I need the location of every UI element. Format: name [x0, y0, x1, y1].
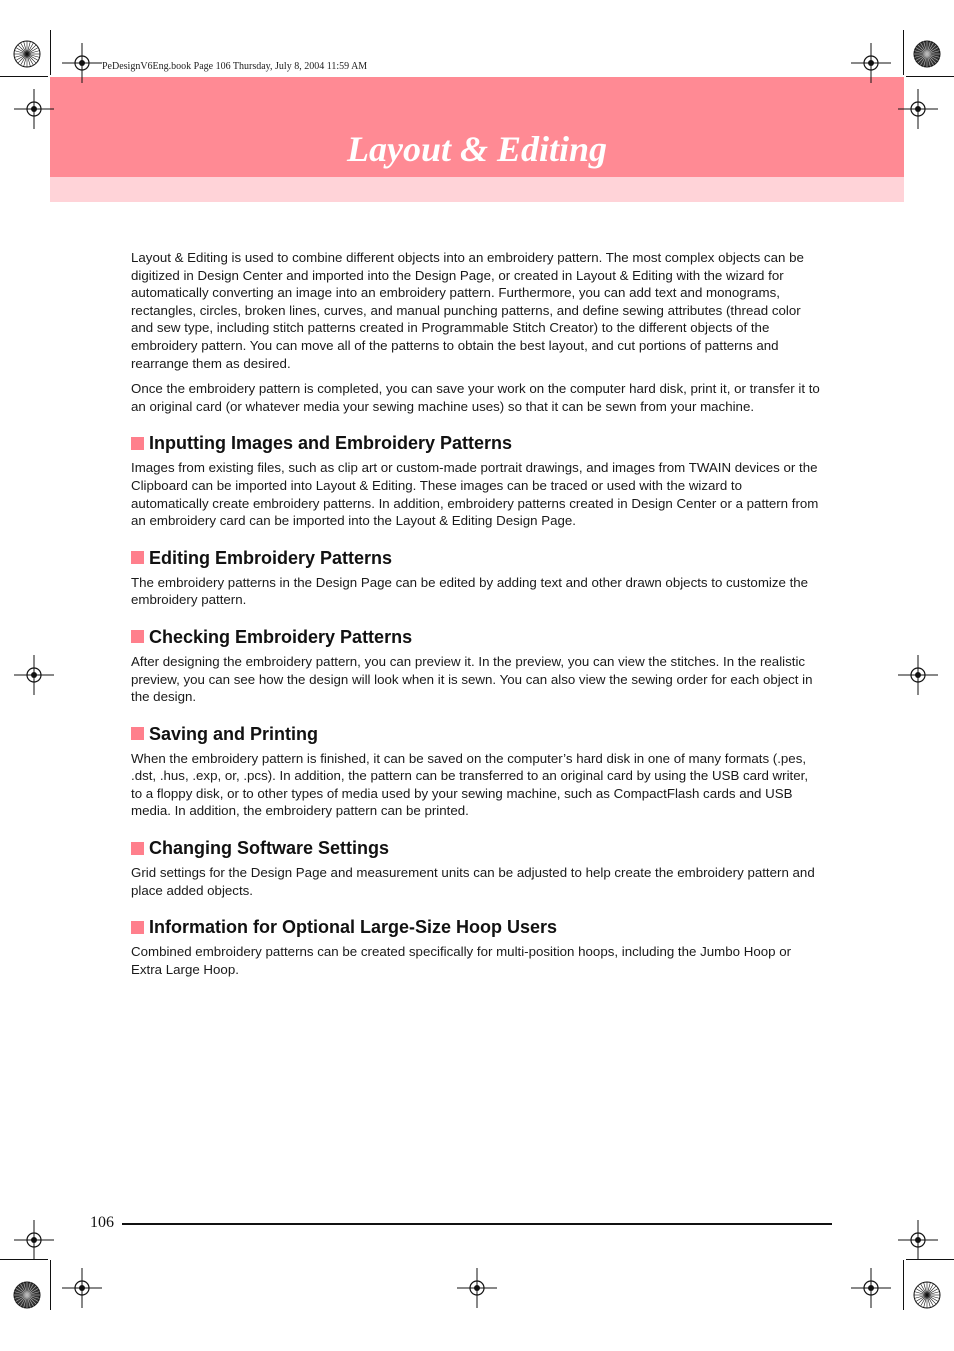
footer-rule [122, 1223, 832, 1225]
section-body: Combined embroidery patterns can be created specifically for multi-position hoops, including the Jumbo Hoop or Extra Large Hoop. [131, 944, 792, 977]
crop-mark [0, 1259, 48, 1260]
square-bullet-icon [131, 551, 144, 564]
section-heading [131, 836, 821, 860]
section-inputting [131, 431, 821, 529]
square-bullet-icon [131, 437, 144, 450]
section-body: When the embroidery pattern is finished, it can be saved on the computer’s hard disk in one of many formats (.pes, .dst, .hus, .exp, or, .pcs). In addition, the pattern can be transferred to an original card by using the USB card writer, to a floppy disk, or to other types of media used by your sewing machine, such as CompactFlash cards and USB media. In addition, the embroidery pattern can be printed. [131, 750, 809, 819]
section-body: After designing the embroidery pattern, you can preview it. In the preview, you can view the stitches. In the realistic preview, you can see how the design will look when it is sewn. You can also view the sewing order for each object in the design. [131, 653, 813, 705]
square-bullet-icon [131, 842, 144, 855]
page-title: Layout & Editing [346, 129, 608, 169]
square-bullet-icon [131, 921, 144, 934]
section-heading [131, 431, 821, 455]
section-heading-text: Changing Software Settings [149, 838, 390, 859]
section-settings [131, 836, 821, 899]
section-checking [131, 625, 821, 706]
crop-mark [906, 1259, 954, 1260]
intro-paragraph: Layout & Editing is used to combine different objects into an embroidery pattern. The most complex objects can be digitized in Design Center and imported into the Design Page, or created in Layout & Editing with the wizard for automatically converting an image into an embroidery pattern. Furthermore, you can add text and monograms, rectangles, circles, broken lines, curves, and manual punching patterns, and define sewing attributes (thread color and sew type, including stitch patterns created in Programmable Stitch Creator) to the different objects of the embroidery pattern. You can move all of the patterns to obtain the best layout, and cut portions of patterns and rearrange them as desired. [131, 250, 804, 371]
section-body: Grid settings for the Design Page and measurement units can be adjusted to help create the embroidery pattern and place added objects. [131, 865, 815, 898]
section-heading-text: Information for Optional Large-Size Hoop Users [149, 917, 558, 938]
square-bullet-icon [131, 630, 144, 643]
crop-mark [903, 1260, 904, 1310]
section-heading [131, 625, 821, 649]
square-bullet-icon [131, 727, 144, 740]
registration-mark-icon [14, 1220, 54, 1260]
section-saving [131, 722, 821, 820]
section-body: The embroidery patterns in the Design Page can be edited by adding text and other drawn objects to customize the embroidery pattern. [131, 574, 809, 608]
color-target-icon [912, 1280, 942, 1310]
section-heading [131, 546, 821, 570]
section-large-hoop [131, 915, 821, 978]
registration-mark-icon [14, 89, 54, 129]
section-heading-text: Checking Embroidery Patterns [149, 626, 413, 647]
intro-paragraph: Once the embroidery pattern is completed, you can save your work on the computer hard disk, print it, or transfer it to an original card (or whatever media your sewing machine uses) so that it can be sewn from your machine. [131, 381, 820, 414]
section-heading-text: Editing Embroidery Patterns [149, 547, 393, 568]
registration-mark-icon [457, 1268, 497, 1308]
section-heading [131, 722, 821, 746]
print-header: PeDesignV6Eng.book Page 106 Thursday, July 8, 2004 11:59 AM [102, 61, 368, 72]
registration-mark-icon [14, 655, 54, 695]
section-body: Images from existing files, such as clip art or custom-made portrait drawings, and images from TWAIN devices or the Clipboard can be imported into Layout & Editing. These images can be traced or used with the wizard to automatically create embroidery patterns. In addition, embroidery patterns created in Design Center or a pattern from an embroidery card can be imported into the Layout & Editing Design Page. [131, 460, 819, 529]
page-content [131, 249, 821, 986]
crop-mark [906, 76, 954, 77]
crop-mark [903, 30, 904, 75]
section-heading-text: Saving and Printing [149, 723, 319, 744]
page-number: 106 [90, 1214, 114, 1231]
registration-mark-icon [851, 43, 891, 83]
title-banner-strip [50, 177, 904, 202]
section-heading [131, 915, 821, 939]
section-heading-text: Inputting Images and Embroidery Patterns [149, 433, 513, 454]
registration-mark-icon [62, 43, 102, 83]
crop-mark [50, 30, 51, 75]
crop-mark [50, 1260, 51, 1310]
section-editing [131, 546, 821, 609]
color-target-icon [12, 1280, 42, 1310]
registration-mark-icon [898, 1220, 938, 1260]
color-target-icon [12, 39, 42, 69]
registration-mark-icon [851, 1268, 891, 1308]
registration-mark-icon [898, 655, 938, 695]
registration-mark-icon [62, 1268, 102, 1308]
color-target-icon [912, 39, 942, 69]
registration-mark-icon [898, 89, 938, 129]
crop-mark [0, 76, 48, 77]
